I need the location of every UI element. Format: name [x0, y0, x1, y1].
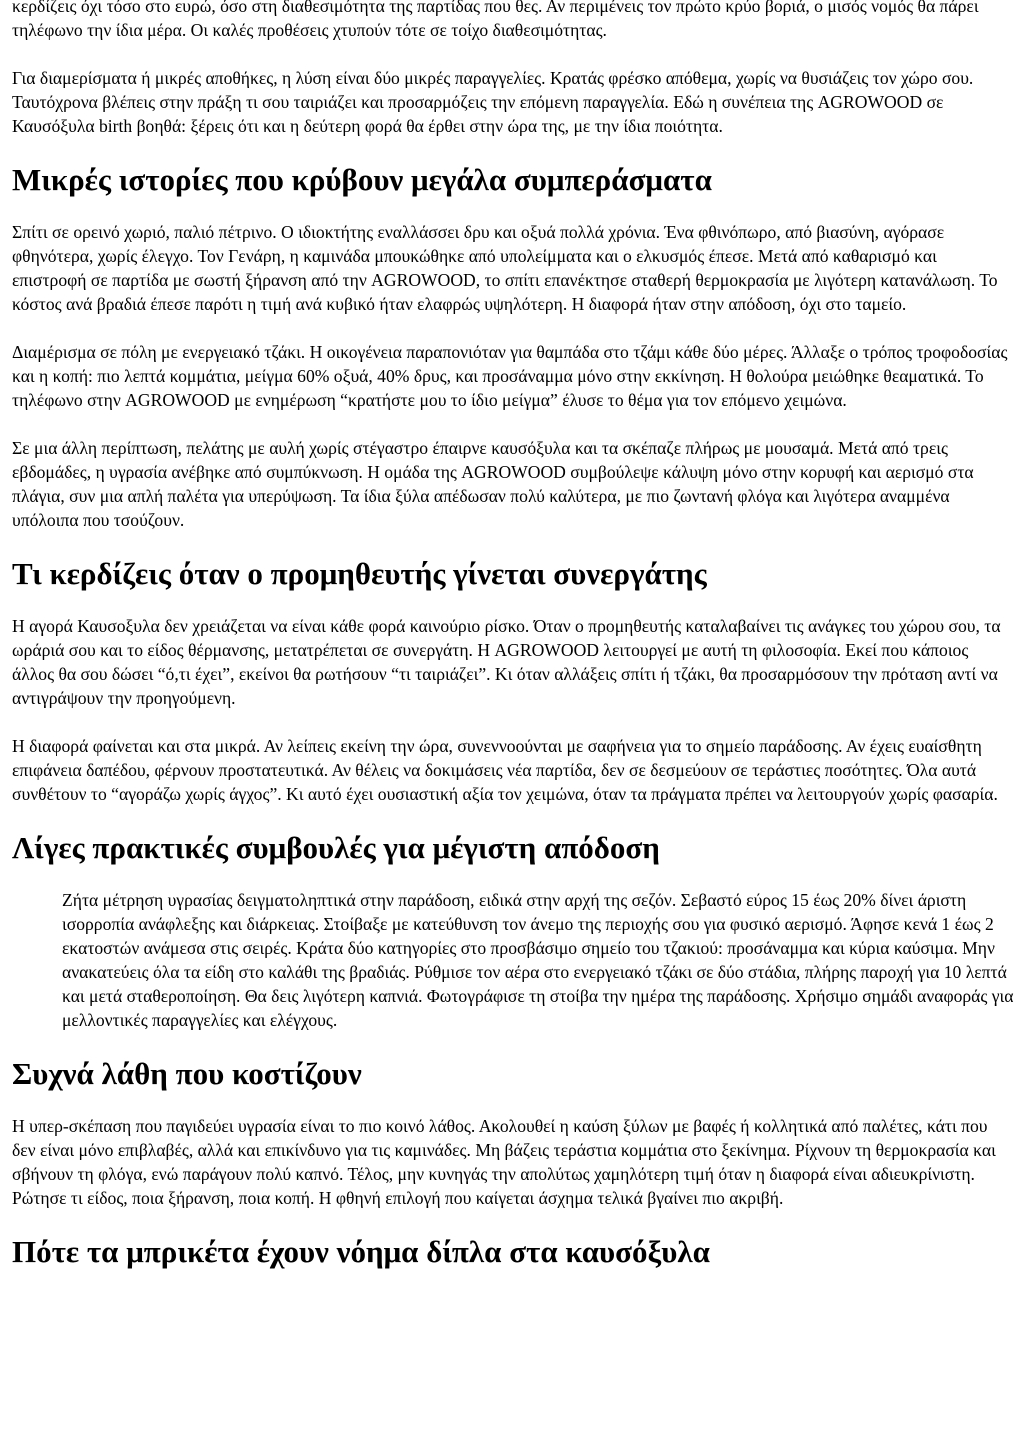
section-heading: Μικρές ιστορίες που κρύβουν μεγάλα συμπεράσματα	[12, 162, 712, 197]
story-paragraph: Σπίτι σε ορεινό χωριό, παλιό πέτρινο. Ο ιδιοκτήτης εναλλάσσει δρυ και οξυά πολλά χρόνια. Ένα φθινόπωρο, από βιασύνη, αγόρασε φθηνότερα, χωρίς έλεγχο. Τον Γενάρη, η καμινάδα μπουκώθηκε από υπολείμματα και ο ελκυσμός έπεσε. Μετά από καθαρισμό και επιστροφή σε παρτίδα με σωστή ξήρανση από την AGROWOOD, το σπίτι επανέκτησε σταθερή θερμοκρασία με λιγότερη κατανάλωση. Το κόστος ανά βραδιά έπεσε παρότι η τιμή ανά κυβικό ήταν ελαφρώς υψηλότερη. Η διαφορά ήταν στην απόδοση, όχι στο ταμείο.	[12, 222, 998, 314]
mistakes-paragraph: Η υπερ-σκέπαση που παγιδεύει υγρασία είναι το πιο κοινό λάθος. Ακολουθεί η καύση ξύλων με βαφές ή κολλητικά από παλέτες, κάτι που δεν είναι μόνο επιβλαβές, αλλά και επικίνδυνο για τις καμινάδες. Μη βάζεις τεράστια κομμάτια στο ξεκίνημα. Ρίχνουν τη θερμοκρασία και σβήνουν τη φλόγα, ενώ παράγουν πολύ καπνό. Τέλος, μην κυνηγάς την απολύτως χαμηλότερη τιμή όταν η διαφορά είναι αδιευκρίνιστη. Ρώτησε τι είδος, ποια ξήρανση, ποια κοπή. Η φθηνή επιλογή που καίγεται άσχημα τελικά βγαίνει πιο ακριβή.	[12, 1116, 996, 1208]
section-heading: Πότε τα μπρικέτα έχουν νόημα δίπλα στα καυσόξυλα	[12, 1234, 710, 1269]
section-heading: Λίγες πρακτικές συμβουλές για μέγιστη απόδοση	[12, 830, 660, 865]
story-paragraph: Διαμέρισμα σε πόλη με ενεργειακό τζάκι. Η οικογένεια παραπονιόταν για θαμπάδα στο τζάμι κάθε δύο μέρες. Άλλαξε ο τρόπος τροφοδοσίας και η κοπή: πιο λεπτά κομμάτια, μείγμα 60% οξυά, 40% δρυς, και προσάναμμα μόνο στην εκκίνηση. Η θολούρα μειώθηκε θεαματικά. Το τηλέφωνο στην AGROWOOD με ενημέρωση “κρατήστε μου το ίδιο μείγμα” έλυσε το θέμα για τον επόμενο χειμώνα.	[12, 342, 1008, 410]
section-heading: Τι κερδίζεις όταν ο προμηθευτής γίνεται συνεργάτης	[12, 556, 707, 591]
partner-paragraph: Η διαφορά φαίνεται και στα μικρά. Αν λείπεις εκείνη την ώρα, συνεννοούνται με σαφήνεια για το σημείο παράδοσης. Αν έχεις ευαίσθητη επιφάνεια δαπέδου, φέρνουν προστατευτικά. Αν θέλεις να δοκιμάσεις νέα παρτίδα, δεν σε δεσμεύουν σε τεράστιες ποσότητες. Όλα αυτά συνθέτουν το “αγοράζω χωρίς άγχος”. Κι αυτό έχει ουσιαστική αξία τον χειμώνα, όταν τα πράγματα πρέπει να λειτουργούν χωρίς φασαρία.	[12, 736, 998, 804]
tips-paragraph: Ζήτα μέτρηση υγρασίας δειγματοληπτικά στην παράδοση, ειδικά στην αρχή της σεζόν. Σεβαστό εύρος 15 έως 20% δίνει άριστη ισορροπία ανάφλεξης και διάρκειας. Στοίβαξε με κατεύθυνση τον άνεμο της περιοχής σου για φυσικό αερισμό. Άφησε κενά 1 έως 2 εκατοστών ανάμεσα στις σειρές. Κράτα δύο κατηγορίες στο προσβάσιμο σημείο του τζακιού: προσάναμμα και κύρια καύσιμα. Μην ανακατεύεις όλα τα είδη στο καλάθι της βραδιάς. Ρύθμισε τον αέρα στο ενεργειακό τζάκι σε δύο στάδια, πλήρης παροχή για 10 λεπτά και μετά σταθεροποίηση. Θα δεις λιγότερη καπνιά. Φωτογράφισε τη στοίβα την ημέρα της παράδοσης. Χρήσιμο σημάδι αναφοράς για μελλοντικές παραγγελίες και ελέγχους.	[62, 890, 1014, 1030]
section-heading: Συχνά λάθη που κοστίζουν	[12, 1056, 362, 1091]
partner-paragraph: Η αγορά Καυσοξυλα δεν χρειάζεται να είναι κάθε φορά καινούριο ρίσκο. Όταν ο προμηθευτής καταλαβαίνει τις ανάγκες του χώρου σου, τα ωράριά σου και το είδος θέρμανσης, μετατρέπεται σε συνεργάτη. Η AGROWOOD λειτουργεί με αυτή τη φιλοσοφία. Εκεί που κάποιος άλλος θα σου δώσει “ό,τι έχει”, εκείνοι θα ρωτήσουν “τι ταιριάζει”. Κι όταν αλλάξεις σπίτι ή τζάκι, θα προσαρμόσουν την πρόταση αντί να αντιγράψουν την προηγούμενη.	[12, 616, 1001, 708]
story-paragraph: Σε μια άλλη περίπτωση, πελάτης με αυλή χωρίς στέγαστρο έπαιρνε καυσόξυλα και τα σκέπαζε πλήρως με μουσαμά. Μετά από τρεις εβδομάδες, η υγρασία ανέβηκε από συμπύκνωση. Η ομάδα της AGROWOOD συμβούλεψε κάλυψη μόνο στην κορυφή και αερισμό στα πλάγια, συν μια απλή παλέτα για υπερύψωση. Τα ίδια ξύλα απέδωσαν πολύ καλύτερα, με πιο ζωντανή φλόγα και λιγότερα αναμμένα υπόλοιπα που τσούζουν.	[12, 438, 974, 530]
intro-paragraph: κερδίζεις όχι τόσο στο ευρώ, όσο στη διαθεσιμότητα της παρτίδας που θες. Αν περιμένεις τον πρώτο κρύο βοριά, ο μισός νομός θα πάρει τηλέφωνο την ίδια μέρα. Οι καλές προθέσεις χτυπούν τότε σε τοίχο διαθεσιμότητας.	[12, 0, 979, 40]
intro-paragraph: Για διαμερίσματα ή μικρές αποθήκες, η λύση είναι δύο μικρές παραγγελίες. Κρατάς φρέσκο απόθεμα, χωρίς να θυσιάζεις τον χώρο σου. Ταυτόχρονα βλέπεις στην πράξη τι σου ταιριάζει και προσαρμόζεις την επόμενη παραγγελία. Εδώ η συνέπεια της AGROWOOD σε Καυσόξυλα birth βοηθά: ξέρεις ότι και η δεύτερη φορά θα έρθει στην ώρα της, με την ίδια ποιότητα.	[12, 68, 974, 136]
